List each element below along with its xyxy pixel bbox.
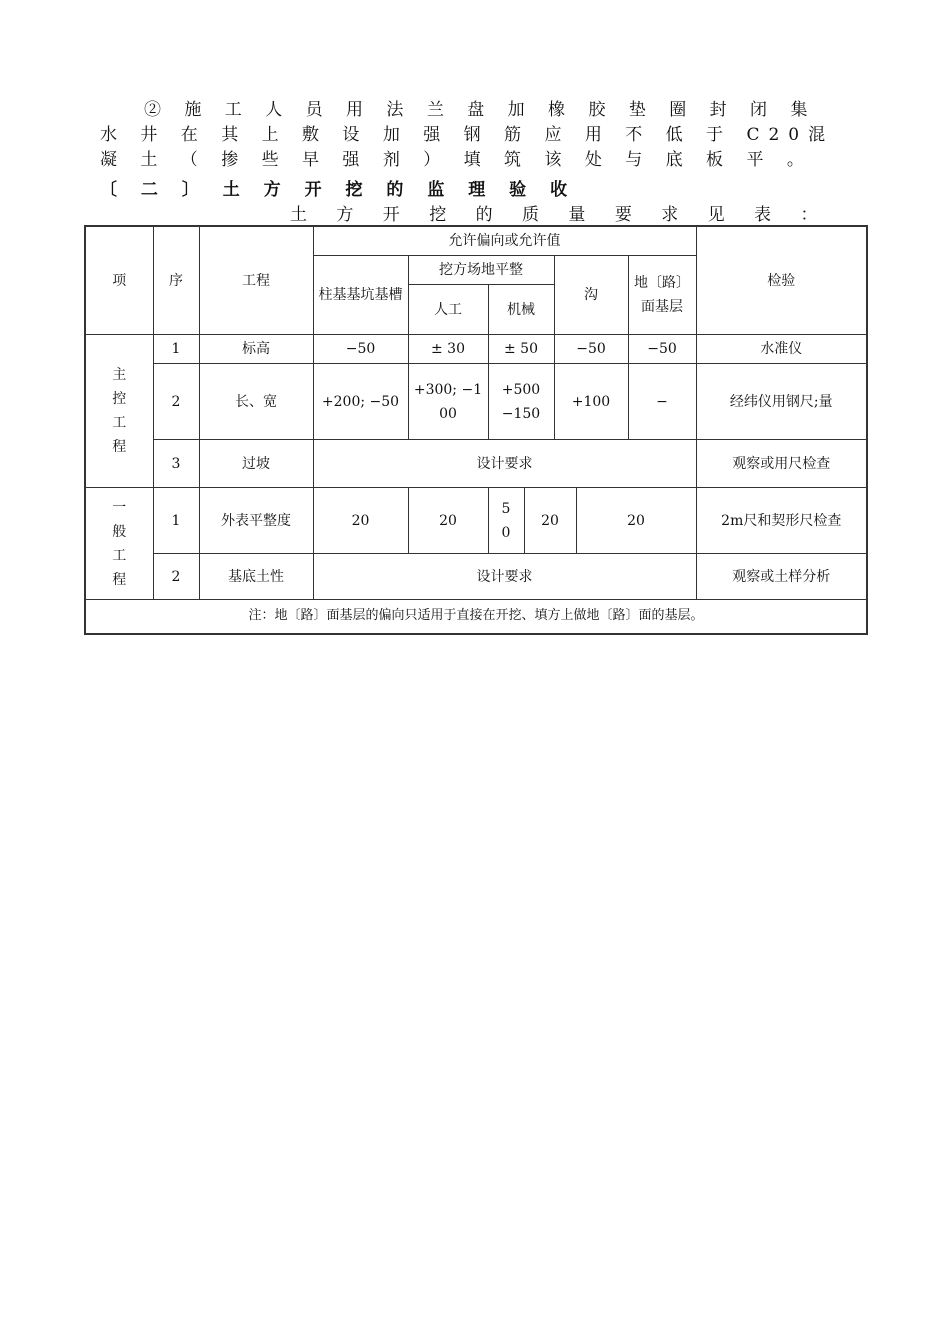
cell-pit: +200; −50 [313,364,408,440]
cell-project: 长、宽 [199,364,313,440]
cell-mechanical-b: 20 [524,488,576,554]
cell-merged: 设计要求 [313,554,696,600]
cell-mechanical: +500 −150 [488,364,554,440]
group-main [85,335,153,488]
cell-road: −50 [628,335,696,364]
cell-project: 标高 [199,335,313,364]
header-pit: 柱基基坑基槽 [313,256,408,335]
paragraph-text: ② 施 工 人 员 用 法 兰 盘 加 橡 胶 垫 圈 封 闭 集 水 井 在 其 上 敷 设 加 强 钢 筋 应 用 不 低 于 C20混 凝 土 （ 掺 些 早 强 剂 ） 填 筑 该 处 与 底 板 平 。 [100,100,835,170]
section-heading: 〔 二 〕 土 方 开 挖 的 监 理 验 收 [100,180,577,200]
cell-road: − [628,364,696,440]
cell-road: 20 [576,488,696,554]
cell-manual: 20 [408,488,488,554]
header-item: 项 [85,226,153,335]
header-ditch: 沟 [554,256,628,335]
cell-ditch: +100 [554,364,628,440]
table-row [85,488,867,554]
cell-manual: +300; −100 [408,364,488,440]
cell-seq: 2 [153,364,199,440]
cell-inspection: 2m尺和契形尺检查 [696,488,867,554]
cell-mechanical-a [488,488,524,554]
cell-pit: 20 [313,488,408,554]
cell-ditch: −50 [554,335,628,364]
cell-seq: 2 [153,554,199,600]
header-project: 工程 [199,226,313,335]
cell-pit: −50 [313,335,408,364]
cell-inspection: 经纬仪用钢尺;量 [696,364,867,440]
cell-manual: ± 30 [408,335,488,364]
body-paragraph [100,98,840,173]
header-allowed: 允许偏向或允许值 [313,226,696,256]
cell-seq: 3 [153,440,199,488]
cell-project: 过坡 [199,440,313,488]
table-row [85,554,867,600]
header-inspection: 检验 [696,226,867,335]
cell-inspection: 观察或用尺检查 [696,440,867,488]
header-seq: 序 [153,226,199,335]
table-row [85,335,867,364]
quality-table [84,225,868,635]
cell-mechanical: ± 50 [488,335,554,364]
cell-mechanical-a-text: 50 [501,500,511,541]
group-general-label: 一般工程 [112,499,127,588]
cell-seq: 1 [153,488,199,554]
header-road-base: 地〔路〕面基层 [628,256,696,335]
group-general [85,488,153,600]
header-mechanical: 机械 [488,285,554,335]
table-note: 注：地〔路〕面基层的偏向只适用于直接在开挖、填方上做地〔路〕面的基层。 [85,600,867,634]
table-row [85,440,867,488]
cell-inspection: 观察或土样分析 [696,554,867,600]
note-row [85,600,867,634]
group-main-label: 主控工程 [112,367,127,455]
header-manual: 人工 [408,285,488,335]
cell-seq: 1 [153,335,199,364]
table-caption: 土 方 开 挖 的 质 量 要 求 见 表 ： [290,205,830,225]
cell-project: 基底土性 [199,554,313,600]
header-row-1 [85,226,867,256]
cell-project: 外表平整度 [199,488,313,554]
cell-merged: 设计要求 [313,440,696,488]
table-row [85,364,867,440]
header-site-leveling: 挖方场地平整 [408,256,554,285]
cell-inspection: 水准仪 [696,335,867,364]
